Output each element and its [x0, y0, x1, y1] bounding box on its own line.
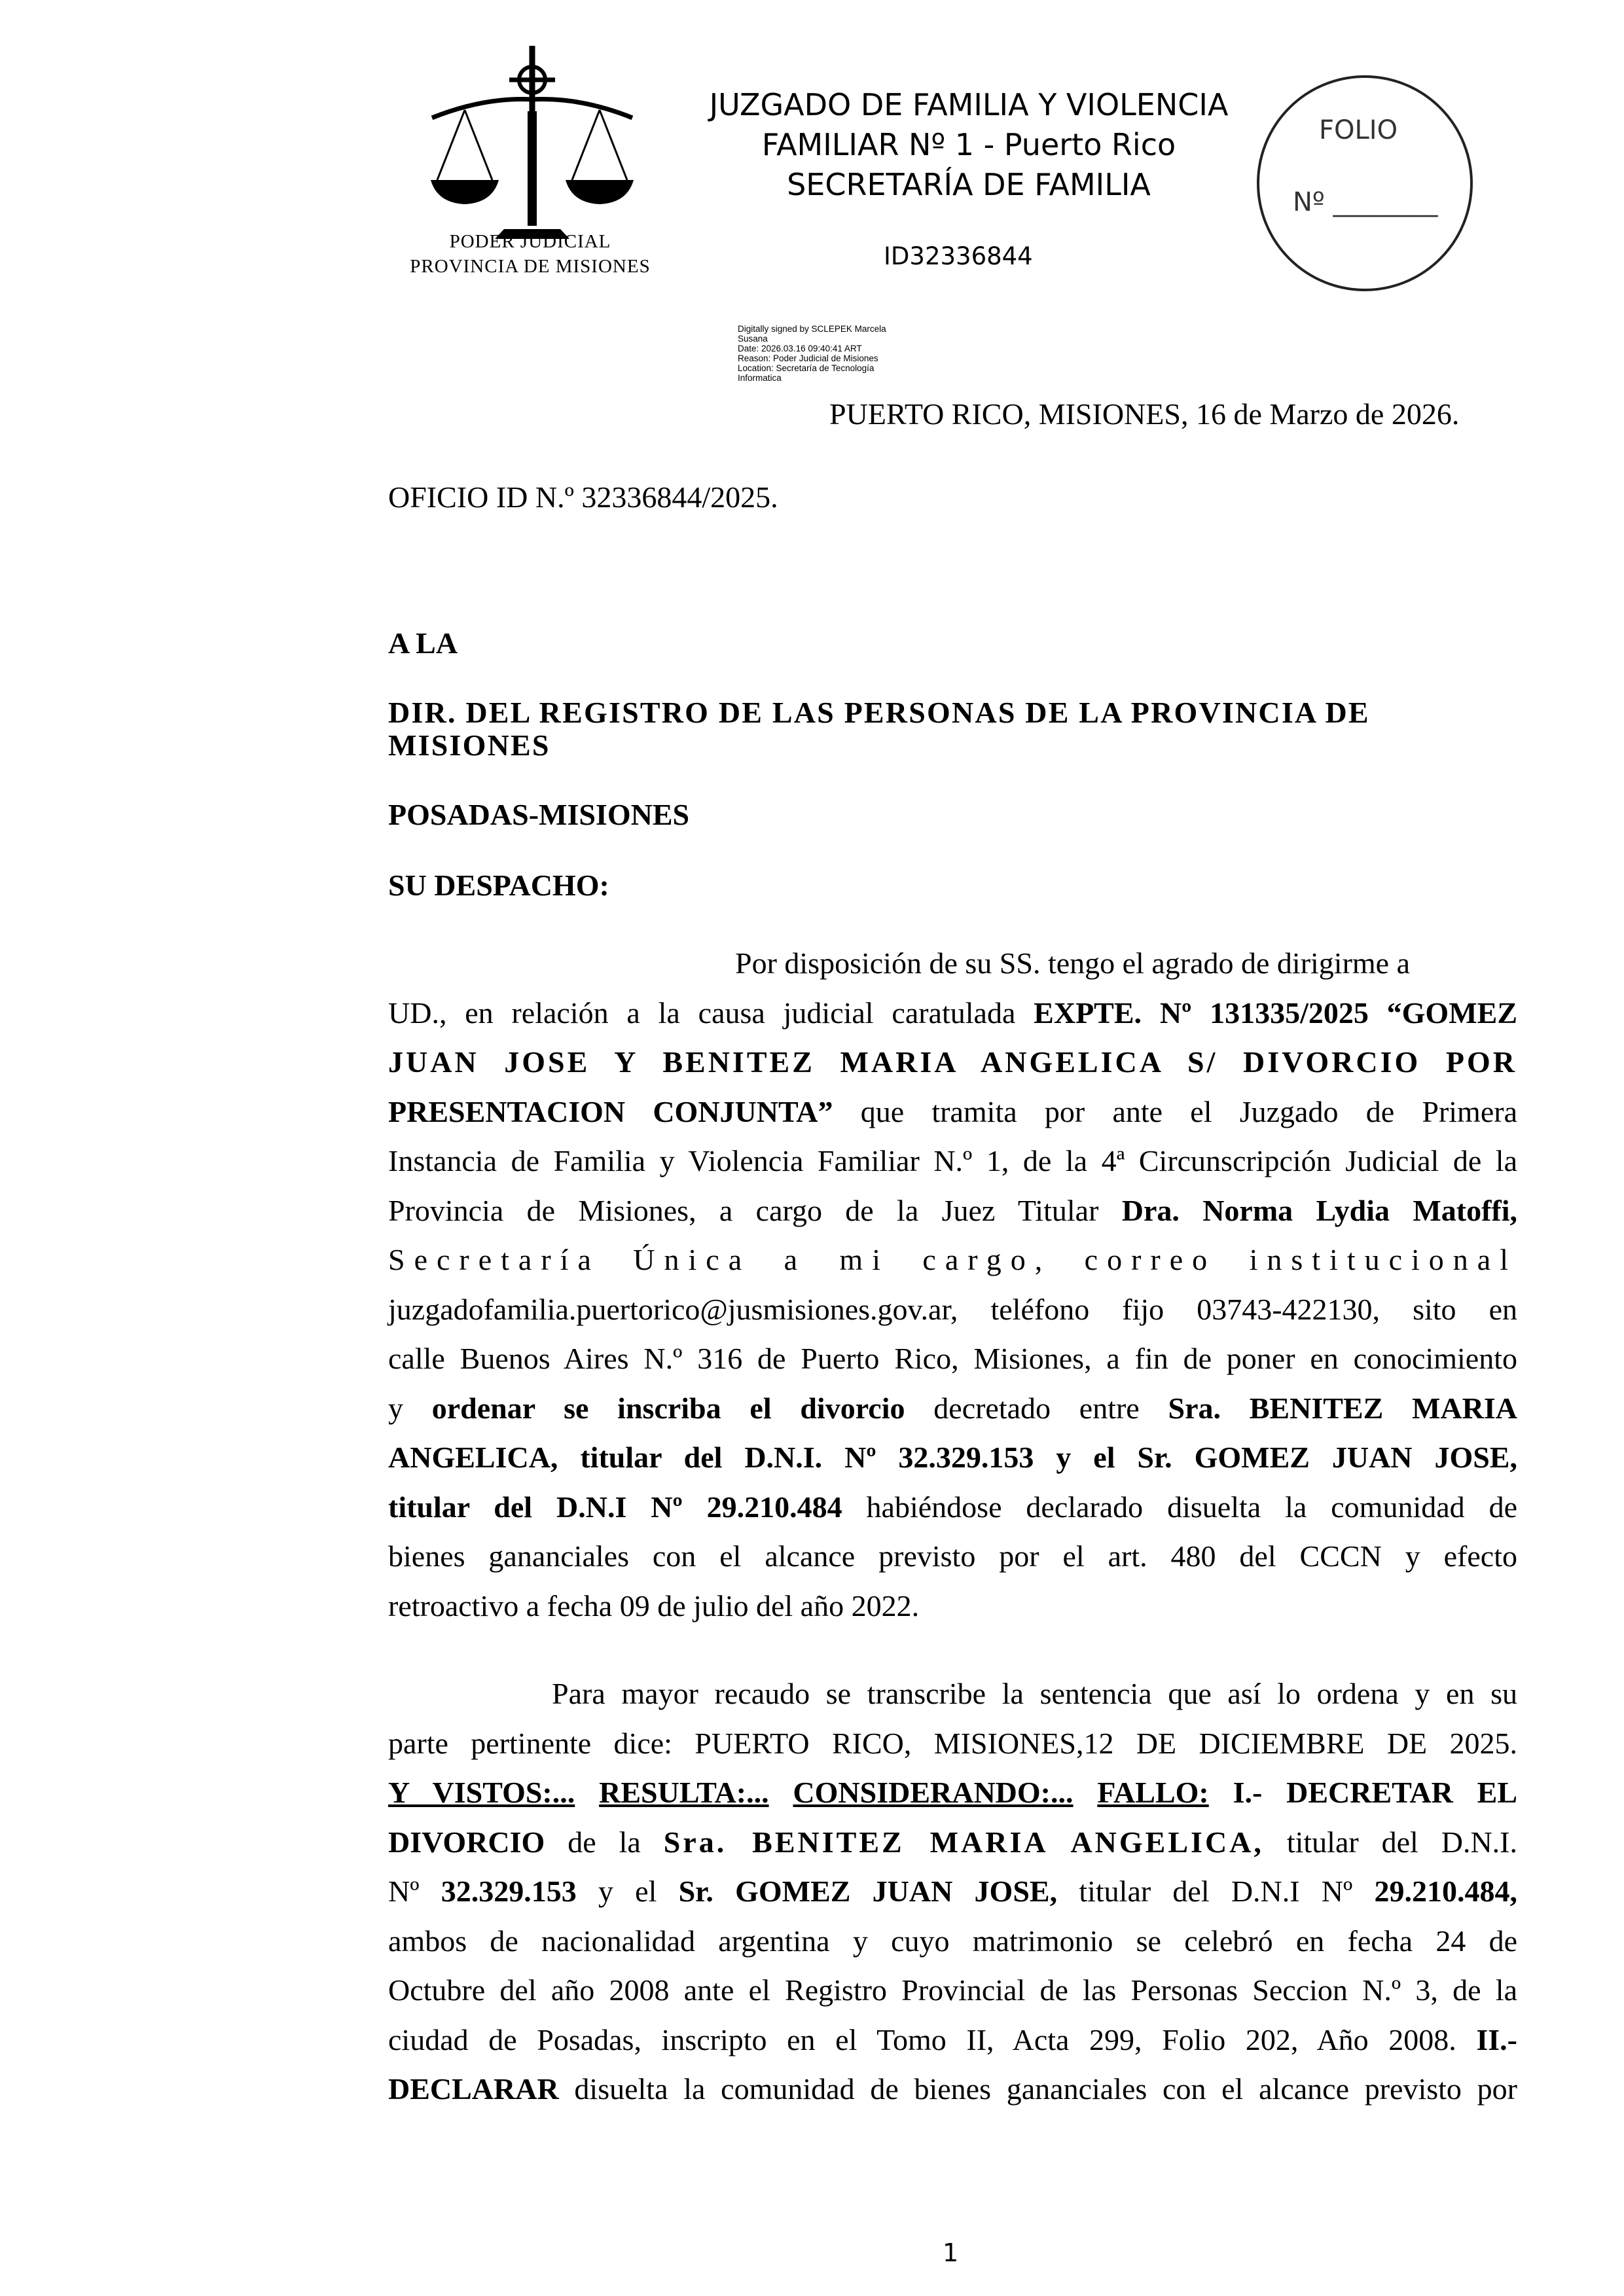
folio-label: FOLIO [1319, 115, 1398, 145]
addressee-city: POSADAS-MISIONES [388, 798, 690, 831]
scales-of-justice-icon [406, 39, 681, 295]
signature-line: Reason: Poder Judicial de Misiones [738, 353, 878, 363]
body1-line: Provincia de Misiones, a cargo de la Juez Titular Dra. Norma Lydia Matoffi, [388, 1193, 1517, 1227]
court-name-line2: FAMILIAR Nº 1 - Puerto Rico [761, 127, 1176, 162]
digital-signature [738, 324, 954, 383]
addressee-dir-line1: DIR. DEL REGISTRO DE LAS PERSONAS DE LA PROVINCIA DE [388, 696, 1370, 729]
logo-text-line1: PODER JUDICIAL [449, 231, 611, 252]
folio-stamp [1247, 72, 1483, 295]
addressee-dir-line2: MISIONES [388, 728, 550, 762]
addressee-a-la: A LA [388, 626, 458, 660]
date-line: PUERTO RICO, MISIONES, 16 de Marzo de 2026. [829, 397, 1460, 431]
body2-line: DIVORCIO de la Sra. BENITEZ MARIA ANGELICA, titular del D.N.I. [388, 1825, 1517, 1859]
court-name-line3: SECRETARÍA DE FAMILIA [787, 167, 1151, 202]
body1-line: UD., en relación a la causa judicial caratulada EXPTE. Nº 131335/2025 “GOMEZ [388, 996, 1517, 1030]
body1-line: Instancia de Familia y Violencia Familiar N.º 1, de la 4ª Circunscripción Judicial de la [388, 1144, 1517, 1177]
body1-line: Por disposición de su SS. tengo el agrado de dirigirme a [735, 946, 1411, 980]
body1-line: y ordenar se inscriba el divorcio decretado entre Sra. BENITEZ MARIA [388, 1391, 1518, 1425]
document-id: ID32336844 [884, 242, 1033, 270]
oficio-number: OFICIO ID N.º 32336844/2025. [388, 480, 778, 514]
court-header [681, 85, 1257, 205]
body1-line: calle Buenos Aires N.º 316 de Puerto Rico, Misiones, a fin de poner en conocimiento [388, 1342, 1517, 1375]
body1-line: bienes gananciales con el alcance previsto por el art. 480 del CCCN y efecto [388, 1539, 1517, 1573]
body2-line: Nº 32.329.153 y el Sr. GOMEZ JUAN JOSE, titular del D.N.I Nº 29.210.484, [388, 1874, 1518, 1908]
addressee-directorate [388, 696, 1517, 762]
page-number: 1 [943, 2238, 959, 2267]
signature-line: Digitally signed by SCLEPEK Marcela [738, 324, 886, 334]
body2-line: parte pertinente dice: PUERTO RICO, MISIONES,12 DE DICIEMBRE DE 2025. [388, 1726, 1517, 1760]
body1-line: ANGELICA, titular del D.N.I. Nº 32.329.153 y el Sr. GOMEZ JUAN JOSE, [388, 1441, 1517, 1474]
signature-line: Informatica [738, 373, 782, 383]
body1-line: JUAN JOSE Y BENITEZ MARIA ANGELICA S/ DIVORCIO POR [388, 1045, 1517, 1079]
signature-line: Date: 2026.03.16 09:40:41 ART [738, 344, 862, 353]
folio-number-label: Nº ________ [1293, 187, 1438, 217]
body1-line: retroactivo a fecha 09 de julio del año 2022. [388, 1588, 920, 1623]
body1-line: titular del D.N.I Nº 29.210.484 habiéndose declarado disuelta la comunidad de [388, 1490, 1517, 1524]
body2-line: Octubre del año 2008 ante el Registro Provincial de las Personas Seccion N.º 3, de la [388, 1973, 1517, 2007]
body1-line: Secretaría Única a mi cargo, correo institucional [388, 1243, 1517, 1276]
signature-line: Susana [738, 334, 768, 344]
court-name-line1: JUZGADO DE FAMILIA Y VIOLENCIA [709, 87, 1229, 122]
body1-line: juzgadofamilia.puertorico@jusmisiones.gov.ar, teléfono fijo 03743-422130, sito en [388, 1292, 1517, 1326]
logo-text-line2: PROVINCIA DE MISIONES [410, 256, 651, 277]
body-paragraph-1 [388, 939, 1517, 1630]
body2-line: Para mayor recaudo se transcribe la sentencia que así lo ordena y en su [552, 1677, 1517, 1710]
body2-line: DECLARAR disuelta la comunidad de bienes gananciales con el alcance previsto por [388, 2072, 1517, 2106]
body2-line: ambos de nacionalidad argentina y cuyo matrimonio se celebró en fecha 24 de [388, 1924, 1517, 1958]
addressee-despacho: SU DESPACHO: [388, 869, 609, 902]
body1-line: PRESENTACION CONJUNTA” que tramita por ante el Juzgado de Primera [388, 1094, 1517, 1128]
body2-line: Y VISTOS:... RESULTA:... CONSIDERANDO:... FALLO: I.- DECRETAR EL [388, 1776, 1518, 1809]
body2-line: ciudad de Posadas, inscripto en el Tomo II, Acta 299, Folio 202, Año 2008. II.- [388, 2022, 1517, 2056]
body-paragraph-2 [388, 1669, 1517, 2114]
signature-line: Location: Secretaría de Tecnología [738, 363, 875, 373]
court-logo [406, 39, 681, 295]
